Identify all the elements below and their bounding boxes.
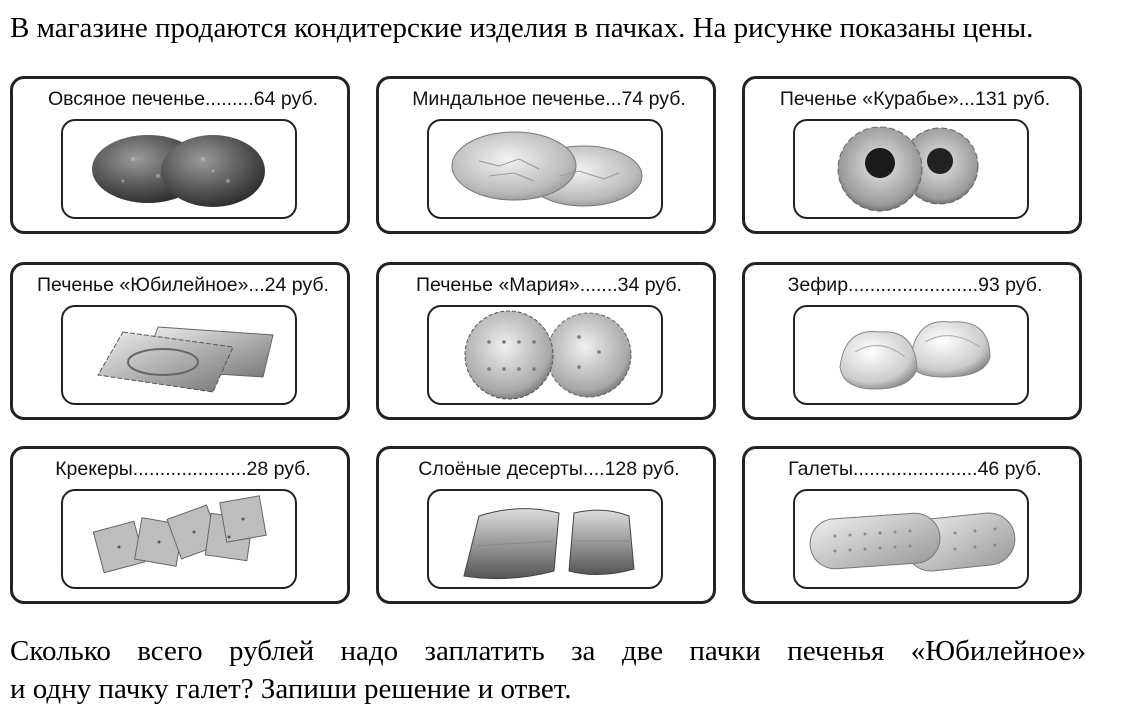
product-card-almond-cookies [376, 76, 716, 234]
product-card-kurabie [742, 76, 1082, 234]
product-image-frame [61, 489, 297, 589]
product-label: Крекеры.....................28 руб. [55, 458, 311, 480]
product-label: Печенье «Мария».......34 руб. [416, 274, 682, 296]
crackers-image [63, 491, 294, 586]
product-label: Печенье «Курабье»...131 руб. [779, 88, 1051, 110]
intro-text: В магазине продаются кондитерские изделия в пачках. На рисунке показаны цены. [10, 12, 1034, 44]
product-label: Печенье «Юбилейное»...24 руб. [37, 274, 329, 296]
product-card-yubileynoe [10, 262, 350, 420]
product-card-puff-desserts [376, 446, 716, 604]
product-label: Галеты.......................46 руб. [788, 458, 1042, 480]
zefir-image [795, 307, 1026, 402]
product-card-oat-cookies [10, 76, 350, 234]
product-label: Слоёные десерты....128 руб. [418, 458, 680, 480]
question-line-1: Сколько всего рублей надо заплатить за две пачки печенья «Юбилейное» [10, 635, 1086, 667]
yubileynoe-cookie-image [63, 307, 294, 402]
almond-cookie-image [429, 121, 660, 216]
product-label: Миндальное печенье...74 руб. [412, 88, 686, 110]
product-card-galety [742, 446, 1082, 604]
product-card-maria [376, 262, 716, 420]
product-image-frame [427, 119, 663, 219]
maria-cookie-image [429, 307, 660, 402]
product-image-frame [61, 119, 297, 219]
puff-pastry-image [429, 491, 660, 586]
product-image-frame [793, 119, 1029, 219]
product-label: Овсяное печенье.........64 руб. [47, 88, 319, 110]
galety-image [795, 491, 1026, 586]
question-text [10, 632, 1086, 708]
product-label: Зефир........................93 руб. [787, 274, 1043, 296]
product-image-frame [427, 305, 663, 405]
kurabie-cookie-image [795, 121, 1026, 216]
product-card-crackers [10, 446, 350, 604]
product-image-frame [61, 305, 297, 405]
product-image-frame [793, 489, 1029, 589]
question-line-2: и одну пачку галет? Запиши решение и ответ. [10, 673, 572, 705]
product-image-frame [427, 489, 663, 589]
product-image-frame [793, 305, 1029, 405]
product-card-zefir [742, 262, 1082, 420]
oat-cookie-image [63, 121, 294, 216]
